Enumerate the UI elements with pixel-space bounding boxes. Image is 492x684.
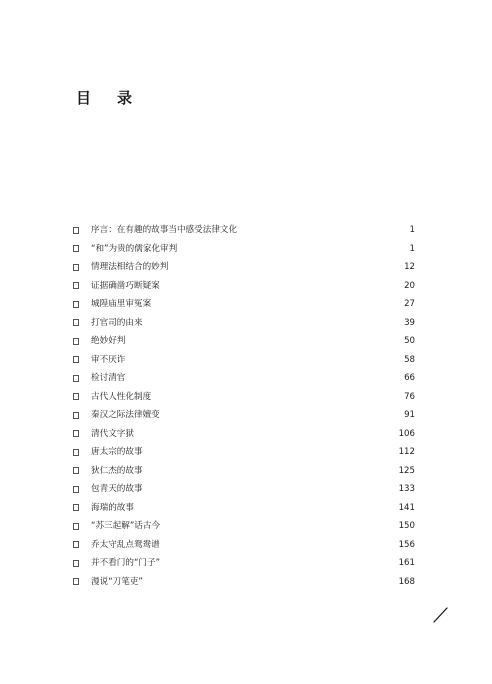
toc-entry-title: 并不看门的“门子”	[91, 558, 161, 568]
toc-entry[interactable]	[73, 351, 415, 370]
toc-entry-page: 125	[398, 465, 415, 476]
toc-entry-title: 古代人性化制度	[91, 391, 152, 402]
toc-entry-page: 1	[409, 243, 415, 254]
toc-entry[interactable]	[73, 499, 415, 518]
bullet-box-icon	[73, 356, 79, 363]
toc-entry[interactable]	[73, 388, 415, 407]
bullet-box-icon	[73, 467, 79, 474]
toc-entry[interactable]	[73, 573, 415, 592]
toc-entry-page: 20	[404, 280, 415, 291]
bullet-box-icon	[73, 264, 79, 271]
table-of-contents	[73, 221, 415, 591]
bullet-box-icon	[73, 578, 79, 585]
bullet-box-icon	[73, 412, 79, 419]
bullet-box-icon	[73, 504, 79, 511]
toc-entry-page: 91	[404, 410, 415, 420]
toc-entry[interactable]	[73, 480, 415, 499]
toc-entry-page: 112	[398, 447, 415, 457]
bullet-box-icon	[73, 338, 79, 345]
toc-entry[interactable]	[73, 240, 415, 259]
toc-entry-title: 打官司的由来	[91, 317, 143, 328]
toc-entry-page: 161	[398, 558, 415, 568]
toc-entry-page: 168	[398, 576, 415, 587]
toc-entry[interactable]	[73, 332, 415, 351]
bullet-box-icon	[73, 245, 79, 252]
toc-entry-title: 唐太宗的故事	[91, 447, 143, 457]
toc-entry-title: 狄仁杰的故事	[91, 465, 143, 476]
bullet-box-icon	[73, 301, 79, 308]
toc-entry[interactable]	[73, 517, 415, 536]
bullet-box-icon	[73, 282, 79, 289]
toc-entry[interactable]	[73, 221, 415, 240]
toc-entry-title: 包青天的故事	[91, 484, 143, 494]
toc-entry-page: 39	[404, 317, 415, 328]
toc-entry-title: 情理法相结合的妙判	[91, 262, 169, 272]
title-char-2: 录	[117, 89, 133, 107]
toc-entry-title: 检讨清官	[91, 373, 126, 383]
page-mark-slash-icon	[432, 606, 450, 624]
toc-entry[interactable]	[73, 277, 415, 296]
bullet-box-icon	[73, 227, 79, 234]
bullet-box-icon	[73, 560, 79, 567]
bullet-box-icon	[73, 375, 79, 382]
bullet-box-icon	[73, 393, 79, 400]
toc-entry-page: 156	[398, 539, 415, 550]
toc-entry-page: 76	[404, 391, 415, 402]
toc-entry-title: 秦汉之际法律嬗变	[91, 410, 160, 420]
toc-entry[interactable]	[73, 258, 415, 277]
toc-entry-page: 141	[398, 502, 415, 513]
toc-entry-page: 27	[404, 299, 415, 309]
toc-entry-page: 66	[404, 373, 415, 383]
title-char-1: 目	[76, 89, 92, 107]
toc-entry-page: 150	[398, 521, 415, 531]
toc-entry[interactable]	[73, 314, 415, 333]
bullet-box-icon	[73, 319, 79, 326]
toc-entry[interactable]	[73, 369, 415, 388]
toc-entry-title: 漫说“刀笔吏”	[91, 576, 143, 587]
toc-entry-title: 绝妙好判	[91, 336, 126, 346]
toc-entry-page: 1	[409, 225, 415, 235]
bullet-box-icon	[73, 486, 79, 493]
toc-entry[interactable]	[73, 295, 415, 314]
bullet-box-icon	[73, 449, 79, 456]
toc-entry-title: 证据确凿巧断疑案	[91, 280, 160, 291]
toc-entry-title: 序言：在有趣的故事当中感受法律文化	[91, 225, 238, 235]
bullet-box-icon	[73, 430, 79, 437]
toc-entry-title: 乔太守乱点鸳鸯谱	[91, 539, 160, 550]
toc-entry[interactable]	[73, 462, 415, 481]
toc-entry-page: 50	[404, 336, 415, 346]
toc-entry-title: “苏三起解”话古今	[91, 521, 161, 531]
toc-entry[interactable]	[73, 425, 415, 444]
toc-entry-title: 清代文字狱	[91, 428, 134, 439]
toc-entry-title: 城隍庙里审冤案	[91, 299, 152, 309]
toc-entry-page: 106	[398, 428, 415, 439]
toc-entry[interactable]	[73, 536, 415, 555]
toc-entry-title: “和”为贵的儒家化审判	[91, 243, 178, 254]
toc-entry-title: 审不厌诈	[91, 354, 126, 365]
toc-entry-title: 海瑞的故事	[91, 502, 134, 513]
toc-entry-page: 12	[404, 262, 415, 272]
bullet-box-icon	[73, 523, 79, 530]
toc-entry[interactable]	[73, 443, 415, 462]
toc-entry[interactable]	[73, 554, 415, 573]
toc-entry-page: 58	[404, 354, 415, 365]
toc-entry-page: 133	[398, 484, 415, 494]
page-title	[76, 88, 132, 108]
toc-entry[interactable]	[73, 406, 415, 425]
bullet-box-icon	[73, 541, 79, 548]
